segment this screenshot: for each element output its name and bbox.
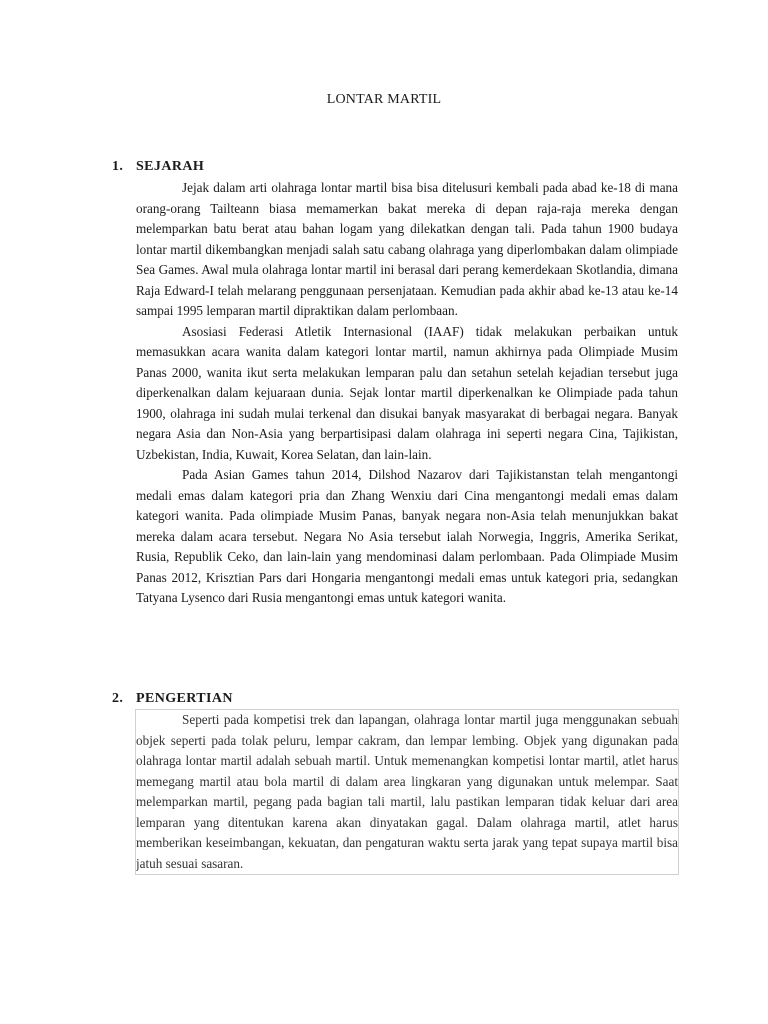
section-title: PENGERTIAN: [136, 691, 233, 706]
section-body: [136, 178, 678, 609]
section-sejarah: [112, 156, 680, 609]
section-heading: [112, 688, 680, 710]
section-number: 1.: [112, 159, 124, 174]
paragraph: Jejak dalam arti olahraga lontar martil bisa bisa ditelusuri kembali pada abad ke-18 di mana orang-orang Tailteann biasa memamerkan bakat mereka di depan raja-raja mereka dengan melemparkan batu berat atau bahan logam yang dilekatkan dengan tali. Pada tahun 1900 budaya lontar martil dikembangkan menjadi salah satu cabang olahraga yang diperlombakan dalam olimpiade Sea Games. Awal mula olahraga lontar martil ini berasal dari perang kemerdekaan Skotlandia, dimana Raja Edward-I telah melarang penggunaan persenjataan. Kemudian pada akhir abad ke-13 atau ke-14 sampai 1995 lemparan martil dipraktikan dalam perlombaan.: [136, 180, 678, 318]
section-body: [136, 710, 678, 874]
document-title: LONTAR MARTIL: [326, 92, 442, 107]
section-pengertian: [112, 688, 680, 874]
section-title: SEJARAH: [136, 159, 205, 174]
section-number: 2.: [112, 691, 124, 706]
paragraph: Seperti pada kompetisi trek dan lapangan, olahraga lontar martil juga menggunakan sebuah objek seperti pada tolak peluru, lempar cakram, dan lempar lembing. Objek yang digunakan pada olahraga lontar martil adalah sebuah martil. Untuk memenangkan kompetisi lontar martil, atlet harus memegang martil atau bola martil di dalam area lingkaran yang digunakan untuk melempar. Saat melemparkan martil, pegang pada bagian tali martil, lalu pastikan lemparan tidak keluar dari area lemparan yang ditentukan karena akan dinyatakan gagal. Dalam olahraga martil, atlet harus memberikan keseimbangan, kekuatan, dan pengaturan waktu serta jarak yang tepat supaya martil bisa jatuh sesuai sasaran.: [136, 710, 678, 874]
paragraph: Pada Asian Games tahun 2014, Dilshod Nazarov dari Tajikistanstan telah mengantongi medali emas dalam kategori pria dan Zhang Wenxiu dari Cina mengantongi medali emas dalam kategori wanita. Pada olimpiade Musim Panas, banyak negara non-Asia telah menunjukkan bakat mereka dalam acara tersebut. Negara No Asia tersebut ialah Norwegia, Inggris, Amerika Serikat, Rusia, Republik Ceko, dan lain-lain yang mendominasi dalam perlombaan. Pada Olimpiade Musim Panas 2012, Krisztian Pars dari Hongaria mengantongi medali emas untuk kategori pria, sedangkan Tatyana Lysenco dari Rusia mengantongi emas untuk kategori wanita.: [136, 467, 678, 605]
paragraph: Asosiasi Federasi Atletik Internasional (IAAF) tidak melakukan perbaikan untuk memasukkan acara wanita dalam kategori lontar martil, namun akhirnya pada Olimpiade Musim Panas 2000, wanita ikut serta melakukan lemparan palu dan setahun setelah kejadian tersebut juga diperkenalkan dalam kejuaraan dunia. Sejak lontar martil diperkenalkan ke Olimpiade pada tahun 1900, olahraga ini sudah mulai terkenal dan disukai banyak masyarakat di berbagai negara. Banyak negara Asia dan Non-Asia yang berpartisipasi dalam olahraga ini seperti negara Cina, Tajikistan, Uzbekistan, India, Kuwait, Korea Selatan, dan lain-lain.: [136, 323, 678, 462]
section-heading: [112, 156, 680, 178]
